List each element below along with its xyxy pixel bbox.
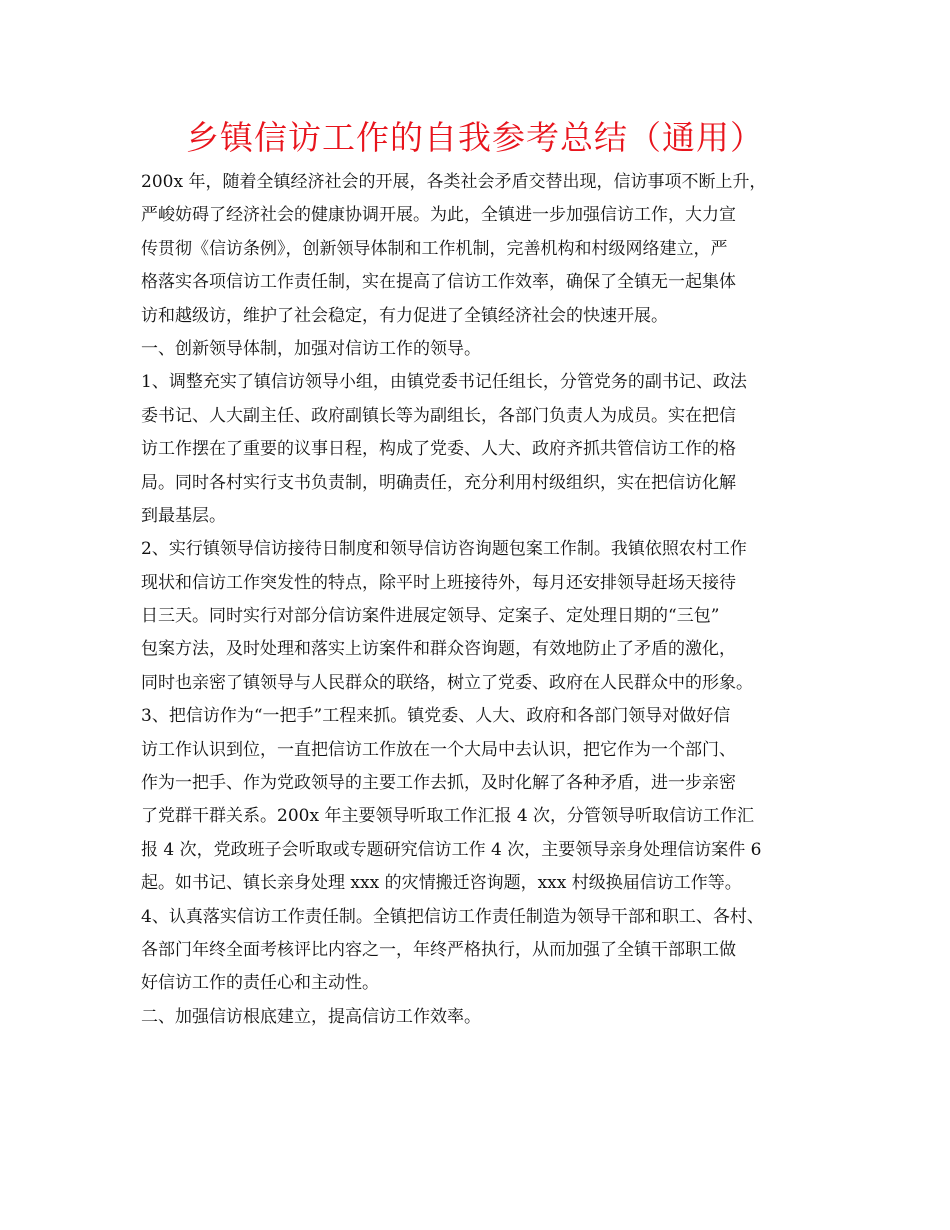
text-line: 现状和信访工作突发性的特点，除平时上班接待外，每月还安排领导赶场天接待 (141, 572, 736, 593)
text-line: 访工作摆在了重要的议事日程，构成了党委、人大、政府齐抓共管信访工作的格 (141, 439, 736, 460)
document-title: 乡镇信访工作的自我参考总结（通用） (186, 118, 764, 157)
text-line: 访工作认识到位，一直把信访工作放在一个大局中去认识，把它作为一个部门、 (141, 739, 736, 760)
text-line: 日三天。同时实行对部分信访案件进展定领导、定案子、定处理日期的“三包” (141, 606, 720, 627)
text-line: 到最基层。 (141, 505, 226, 526)
text-line: 2、实行镇领导信访接待日制度和领导信访咨询题包案工作制。我镇依照农村工作 (141, 539, 747, 560)
text-line: 严峻妨碍了经济社会的健康协调开展。为此，全镇进一步加强信访工作，大力宣 (141, 205, 736, 226)
text-line: 好信访工作的责任心和主动性。 (141, 973, 379, 994)
text-line: 包案方法，及时处理和落实上访案件和群众咨询题，有效地防止了矛盾的激化， (141, 639, 736, 660)
document-body (141, 166, 821, 1034)
text-line: 访和越级访，维护了社会稳定，有力促进了全镇经济社会的快速开展。 (141, 305, 668, 326)
text-line: 200x 年，随着全镇经济社会的开展，各类社会矛盾交替出现，信访事项不断上升， (141, 172, 767, 192)
text-line: 局。同时各村实行支书负责制，明确责任，充分利用村级组织，实在把信访化解 (141, 472, 736, 493)
text-line: 起。如书记、镇长亲身处理 xxx 的灾情搬迁咨询题，xxx 村级换届信访工作等。 (141, 873, 742, 894)
text-line: 一、创新领导体制，加强对信访工作的领导。 (141, 338, 481, 359)
text-line: 同时也亲密了镇领导与人民群众的联络，树立了党委、政府在人民群众中的形象。 (141, 672, 753, 693)
text-line: 了党群干群关系。200x 年主要领导听取工作汇报 4 次，分管领导听取信访工作汇 (141, 806, 755, 827)
text-line: 4、认真落实信访工作责任制。全镇把信访工作责任制造为领导干部和职工、各村、 (141, 906, 764, 927)
text-line: 二、加强信访根底建立，提高信访工作效率。 (141, 1006, 481, 1027)
text-line: 传贯彻《信访条例》，创新领导体制和工作机制，完善机构和村级网络建立，严 (141, 238, 728, 259)
text-line: 1、调整充实了镇信访领导小组，由镇党委书记任组长，分管党务的副书记、政法 (141, 372, 747, 393)
text-line: 报 4 次，党政班子会听取或专题研究信访工作 4 次，主要领导亲身处理信访案件 6 (141, 839, 762, 860)
text-line: 3、把信访作为“一把手”工程来抓。镇党委、人大、政府和各部门领导对做好信 (141, 706, 731, 727)
text-line: 委书记、人大副主任、政府副镇长等为副组长，各部门负责人为成员。实在把信 (141, 405, 736, 426)
text-line: 格落实各项信访工作责任制，实在提高了信访工作效率，确保了全镇无一起集体 (141, 272, 736, 293)
text-line: 作为一把手、作为党政领导的主要工作去抓，及时化解了各种矛盾，进一步亲密 (141, 773, 736, 794)
text-line: 各部门年终全面考核评比内容之一，年终严格执行，从而加强了全镇干部职工做 (141, 939, 736, 960)
